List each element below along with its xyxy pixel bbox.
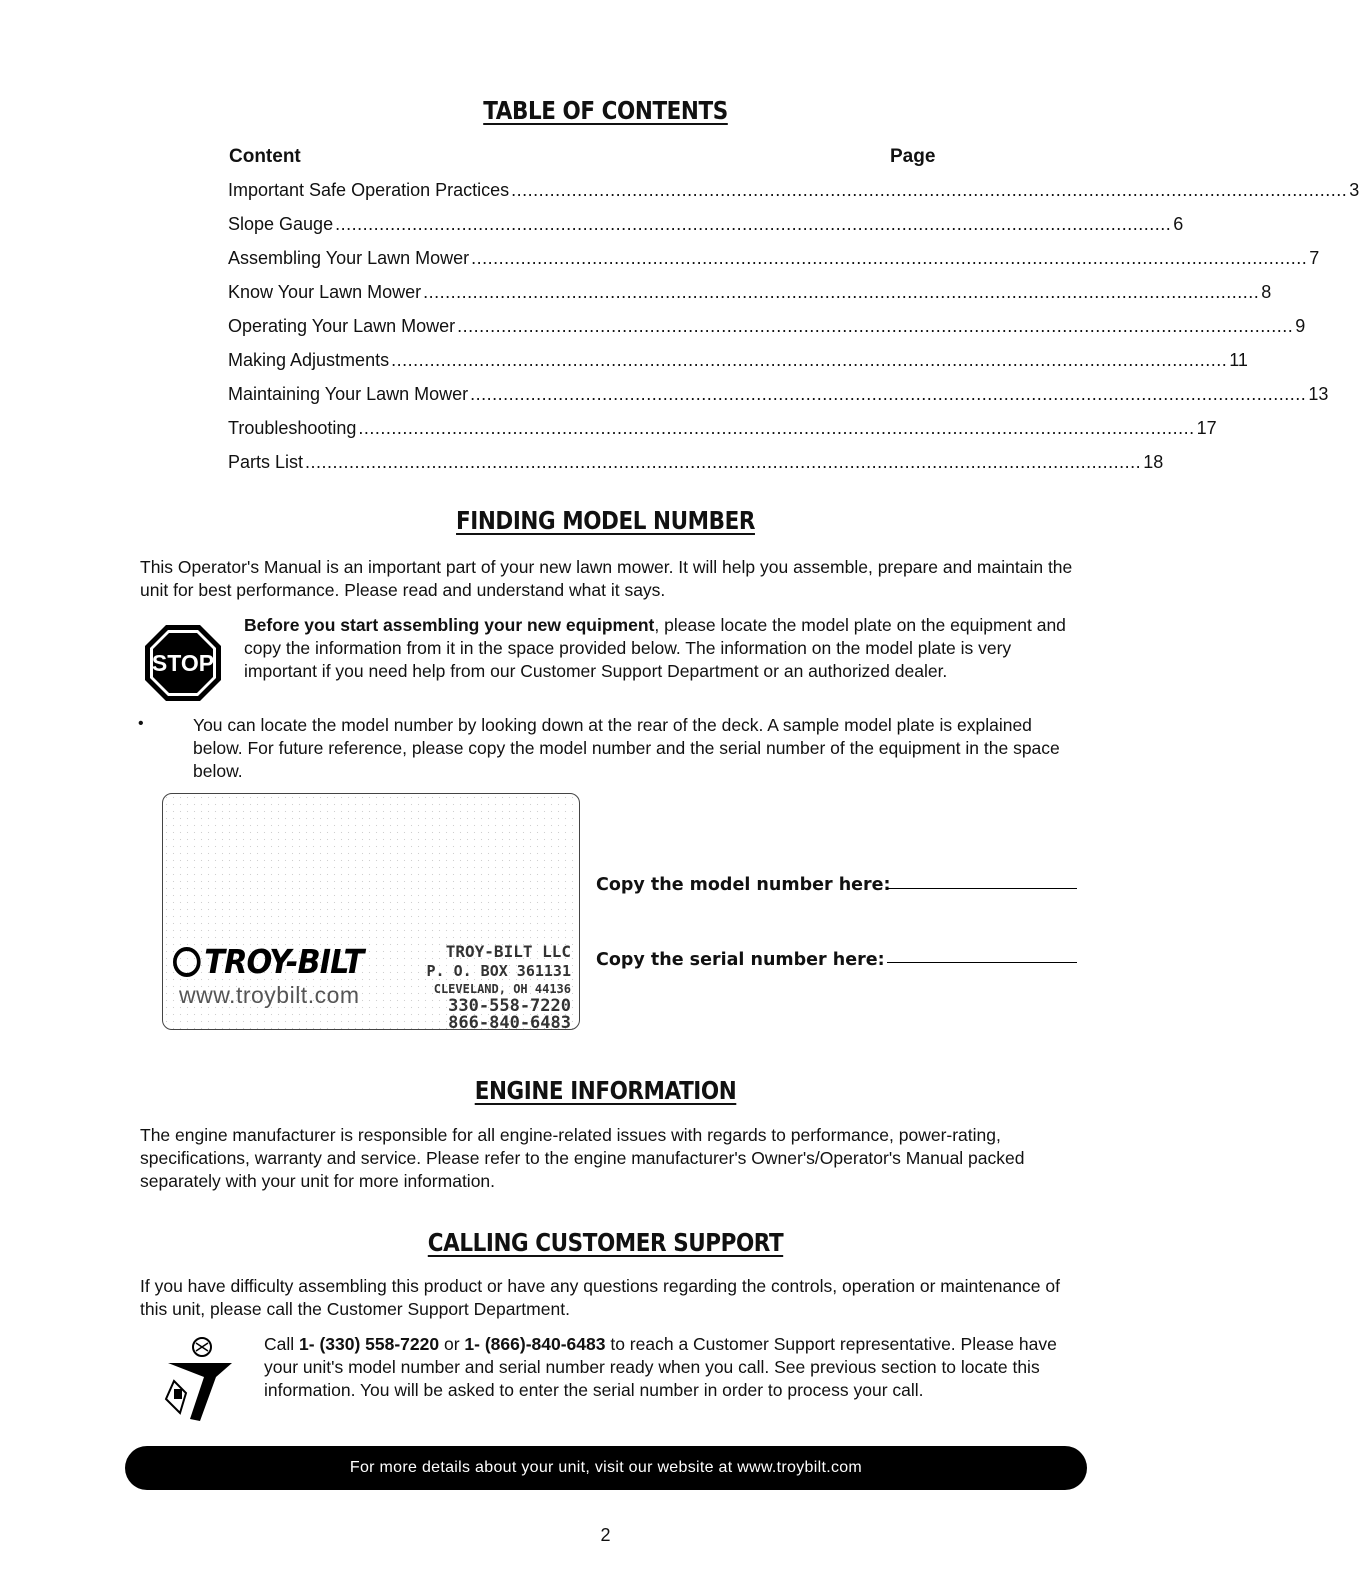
engine-text: The engine manufacturer is responsible for all engine-related issues with regards to performance, power-rating, specifications, warranty and service. Please refer to the engine manufacturer's Owner's/Operator's Manual packed separately with your unit for more information. [140, 1125, 1025, 1191]
toc-leader-dots: ........................................................................................................................................................ [511, 180, 1348, 200]
plate-city: CLEVELAND, OH 44136 [433, 982, 571, 996]
toc-entry-page: 13 [1308, 384, 1329, 404]
toc-entry-title: Assembling Your Lawn Mower [228, 248, 470, 268]
stop-notice-text: , please locate the model plate on the equipment and copy the information from it in the space provided below. The information on the model plate is very important if you need help from our Customer Support Department or an authorized dealer. [244, 615, 1066, 681]
model-number-field[interactable] [887, 888, 1077, 889]
toc-entry-title: Maintaining Your Lawn Mower [228, 384, 469, 404]
toc-leader-dots: ........................................................................................................................................................ [470, 384, 1307, 404]
serial-number-field[interactable] [887, 962, 1077, 963]
toc-entry [228, 248, 1320, 272]
toc-leader-dots: ........................................................................................................................................................ [358, 418, 1195, 438]
call-instructions: Call 1- (330) 558-7220 or 1- (866)-840-6483 to reach a Customer Support representative. Please have your unit's model number and serial number ready when you call. See previous section to locate this information. You will be asked to enter the serial number in order to process your call. [264, 1334, 1057, 1400]
toc-entry [228, 180, 1359, 204]
toc-entry [228, 452, 1164, 476]
toc-leader-dots: ........................................................................................................................................................ [423, 282, 1260, 302]
phone-icon [160, 1333, 240, 1423]
toc-entry-title: Important Safe Operation Practices [228, 180, 510, 200]
support-phone-2: 1- (866)-840-6483 [464, 1334, 606, 1354]
copy-serial-label: Copy the serial number here: [596, 950, 885, 970]
toc-leader-dots: ........................................................................................................................................................ [457, 316, 1294, 336]
toc-entry-title: Making Adjustments [228, 350, 390, 370]
troybilt-logo: TROY-BILT [173, 942, 363, 981]
support-phone-1: 1- (330) 558-7220 [299, 1334, 440, 1354]
toc-entry [228, 282, 1272, 306]
toc-leader-dots: ........................................................................................................................................................ [471, 248, 1308, 268]
toc-entry-title: Operating Your Lawn Mower [228, 316, 456, 336]
plate-phone-2: 866-840-6483 [448, 1013, 571, 1033]
stop-notice [244, 614, 1074, 683]
support-heading: CALLING CUSTOMER SUPPORT [427, 1228, 784, 1257]
toc-column-page: Page [890, 146, 936, 167]
plate-company: TROY-BILT LLC [445, 942, 571, 961]
toc-entry [228, 316, 1306, 340]
engine-heading: ENGINE INFORMATION [474, 1076, 737, 1105]
model-heading: FINDING MODEL NUMBER [456, 506, 755, 535]
toc-entry-page: 7 [1309, 248, 1320, 268]
toc-entry-title: Troubleshooting [228, 418, 357, 438]
toc-leader-dots: ........................................................................................................................................................ [335, 214, 1172, 234]
toc-heading: TABLE OF CONTENTS [483, 96, 728, 125]
copy-model-label: Copy the model number here: [596, 875, 891, 895]
model-location-text: You can locate the model number by looking down at the rear of the deck. A sample model plate is explained below. For future reference, please copy the model number and the serial number of the equipment in the space below. [193, 715, 1060, 781]
page-number: 2 [600, 1525, 611, 1545]
support-text: If you have difficulty assembling this product or have any questions regarding the controls, operation or maintenance of this unit, please call the Customer Support Department. [140, 1276, 1060, 1319]
toc-entry-title: Slope Gauge [228, 214, 334, 234]
toc-entry-title: Know Your Lawn Mower [228, 282, 422, 302]
toc-entry-page: 3 [1349, 180, 1359, 200]
toc-entry-title: Parts List [228, 452, 304, 472]
toc-entry [228, 384, 1329, 408]
toc-entry-page: 9 [1295, 316, 1306, 336]
model-intro: This Operator's Manual is an important part of your new lawn mower. It will help you assemble, prepare and maintain the unit for best performance. Please read and understand what it says. [140, 557, 1073, 600]
toc-column-content: Content [229, 146, 301, 167]
toc-leader-dots: ........................................................................................................................................................ [391, 350, 1228, 370]
toc-entry [228, 350, 1248, 374]
website-banner: For more details about your unit, visit our website at www.troybilt.com [125, 1446, 1087, 1490]
bullet-icon: • [138, 715, 144, 732]
stop-sign-text: STOP [151, 650, 215, 676]
toc-entry-page: 11 [1229, 350, 1248, 370]
toc-leader-dots: ........................................................................................................................................................ [305, 452, 1142, 472]
toc-entry-page: 18 [1143, 452, 1164, 472]
stop-notice-bold: Before you start assembling your new equipment [244, 615, 655, 635]
toc-entry [228, 418, 1217, 442]
toc-entry-page: 17 [1196, 418, 1217, 438]
toc-entry-page: 6 [1173, 214, 1184, 234]
plate-po-box: P. O. BOX 361131 [426, 962, 571, 980]
plate-phone-1: 330-558-7220 [448, 996, 571, 1016]
stop-sign-icon [143, 623, 223, 703]
toc-entry [228, 214, 1184, 238]
plate-website: www.troybilt.com [179, 982, 360, 1008]
toc-entry-page: 8 [1261, 282, 1272, 302]
logo-ring-icon [173, 947, 201, 977]
model-plate-image [162, 793, 580, 1033]
